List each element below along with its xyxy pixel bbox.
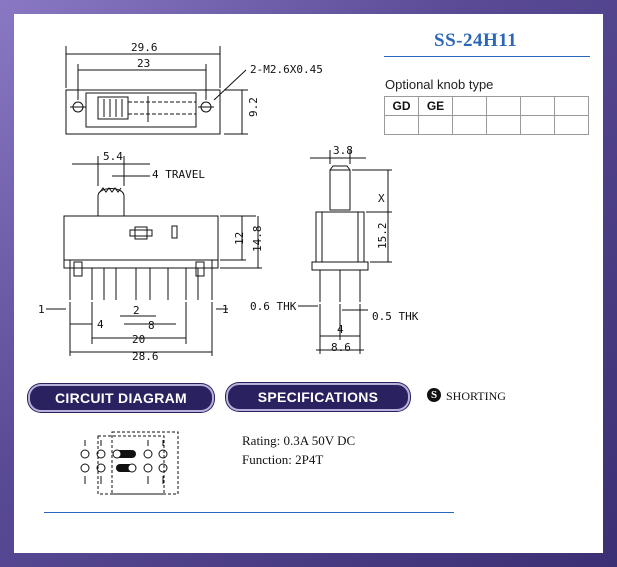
dim-8: 8 <box>148 319 155 332</box>
spec-rating: Rating: 0.3A 50V DC <box>242 433 356 448</box>
dim-5-4: 5.4 <box>103 150 123 163</box>
dim-8-6: 8.6 <box>331 341 351 354</box>
dim-4-side: 4 <box>337 323 344 336</box>
optional-knob-label: Optional knob type <box>385 77 494 92</box>
knob-cell: GD <box>385 97 419 116</box>
dim-28-6: 28.6 <box>132 350 159 363</box>
circuit-diagram <box>81 432 178 494</box>
shorting-label: SHORTING <box>446 389 506 403</box>
dim-0-5-thk: 0.5 THK <box>372 310 419 323</box>
spec-function: Function: 2P4T <box>242 452 324 467</box>
dim-x: X <box>378 192 385 205</box>
knob-cell: GE <box>419 97 453 116</box>
dim-hole-note: 2-M2.6X0.45 <box>250 63 323 76</box>
dim-3-8: 3.8 <box>333 144 353 157</box>
top-view <box>66 46 248 134</box>
dim-pin-right: 1 <box>222 303 229 316</box>
dim-23: 23 <box>137 57 151 70</box>
side-view <box>298 150 392 354</box>
shorting-icon: S <box>427 388 441 402</box>
dim-0-6-thk: 0.6 THK <box>250 300 297 313</box>
specifications-heading: SPECIFICATIONS <box>226 383 410 411</box>
dim-travel: 4 TRAVEL <box>152 168 205 181</box>
dim-2: 2 <box>133 304 140 317</box>
dim-9-2: 9.2 <box>247 97 260 117</box>
dim-pin-left: 1 <box>38 303 45 316</box>
dim-29-6: 29.6 <box>131 41 158 54</box>
dim-20: 20 <box>132 333 146 346</box>
bottom-rule <box>44 512 454 513</box>
dim-15-2: 15.2 <box>376 222 389 249</box>
circuit-diagram-heading: CIRCUIT DIAGRAM <box>28 384 214 412</box>
dim-14-8: 14.8 <box>251 225 264 252</box>
dim-4: 4 <box>97 318 104 331</box>
part-number-title: SS-24H11 <box>434 30 518 51</box>
dim-12: 12 <box>233 231 246 245</box>
